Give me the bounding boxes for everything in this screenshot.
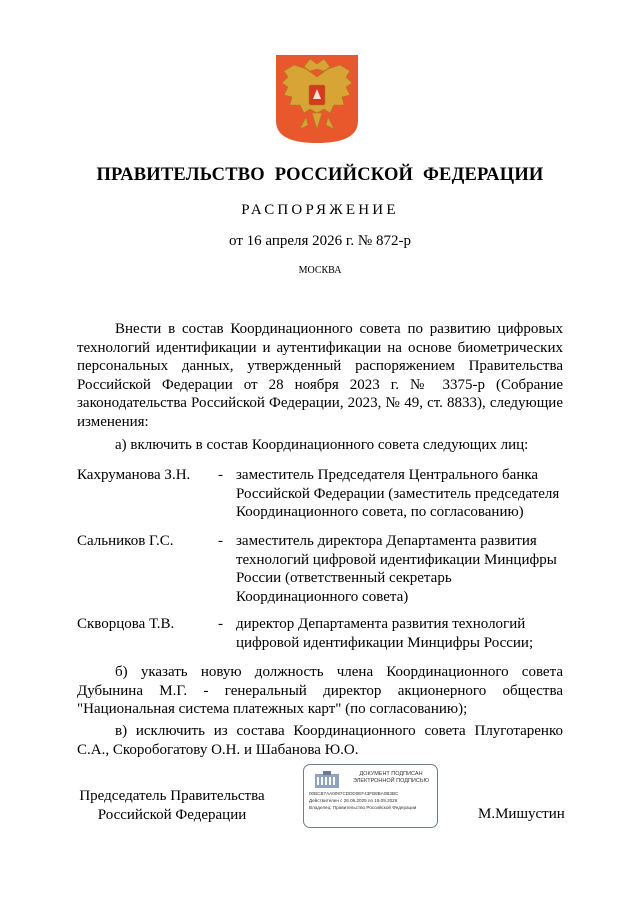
item-b: б) указать новую должность члена Координационного совета Дубынина М.Г. - генеральный директор акционерного общества "Национальная система платежных карт" (по согласованию); (77, 664, 563, 717)
member-name: Сальников Г.С. (77, 533, 174, 549)
document-city: МОСКВА (298, 265, 342, 276)
document-date-number: от 16 апреля 2026 г. № 872-р (229, 233, 411, 249)
stamp-serial: 00BCB7AA0097CDDD0EF43FB8BA0B3BC (309, 791, 399, 796)
member-role: директор Департамента развития технологий цифровой идентификации Минцифры России; (236, 616, 534, 651)
member-name: Кахруманова З.Н. (77, 467, 191, 483)
signatory-name: М.Мишустин (478, 806, 565, 822)
member-name: Скворцова Т.В. (77, 616, 175, 632)
stamp-owner: Владелец: Правительство Российской Федерации (309, 805, 417, 810)
signatory-position: Председатель Правительства Российской Федерации (79, 788, 265, 823)
member-dash: - (218, 616, 223, 632)
member-role: заместитель Председателя Центрального банка Российской Федерации (заместитель председателя Координационного совета, по согласованию) (236, 467, 560, 520)
item-c: в) исключить из состава Координационного совета Плуготаренко С.А., Скоробогатову О.Н. и Шабанова Ю.О. (77, 723, 563, 758)
coat-of-arms-emblem (276, 55, 358, 143)
intro-paragraph: Внести в состав Координационного совета по развитию цифровых технологий идентификации и аутентификации на основе биометрических персональных данных, утвержденный распоряжением Правительства Российской Федерации от 28 ноября 2023 г. № 3375-р (Собрание законодательства Российской Федерации, 2023, № 49, ст. 8833), следующие изменения: (77, 321, 563, 430)
stamp-validity: Действителен с 26.06.2025 по 19.09.2026 (309, 798, 398, 803)
member-dash: - (218, 533, 223, 549)
member-role: заместитель директора Департамента развития технологий цифровой идентификации Минцифры России (ответственный секретарь Координационного совета) (236, 533, 557, 605)
government-title: ПРАВИТЕЛЬСТВО РОССИЙСКОЙ ФЕДЕРАЦИИ (96, 165, 544, 185)
item-a: а) включить в состав Координационного совета следующих лиц: (115, 437, 529, 453)
member-dash: - (218, 467, 223, 483)
electronic-signature-stamp (303, 764, 438, 828)
government-building-icon (314, 771, 340, 789)
document-kind: РАСПОРЯЖЕНИЕ (241, 202, 399, 218)
stamp-heading: ДОКУМЕНТ ПОДПИСАН ЭЛЕКТРОННОЙ ПОДПИСЬЮ (352, 771, 430, 784)
